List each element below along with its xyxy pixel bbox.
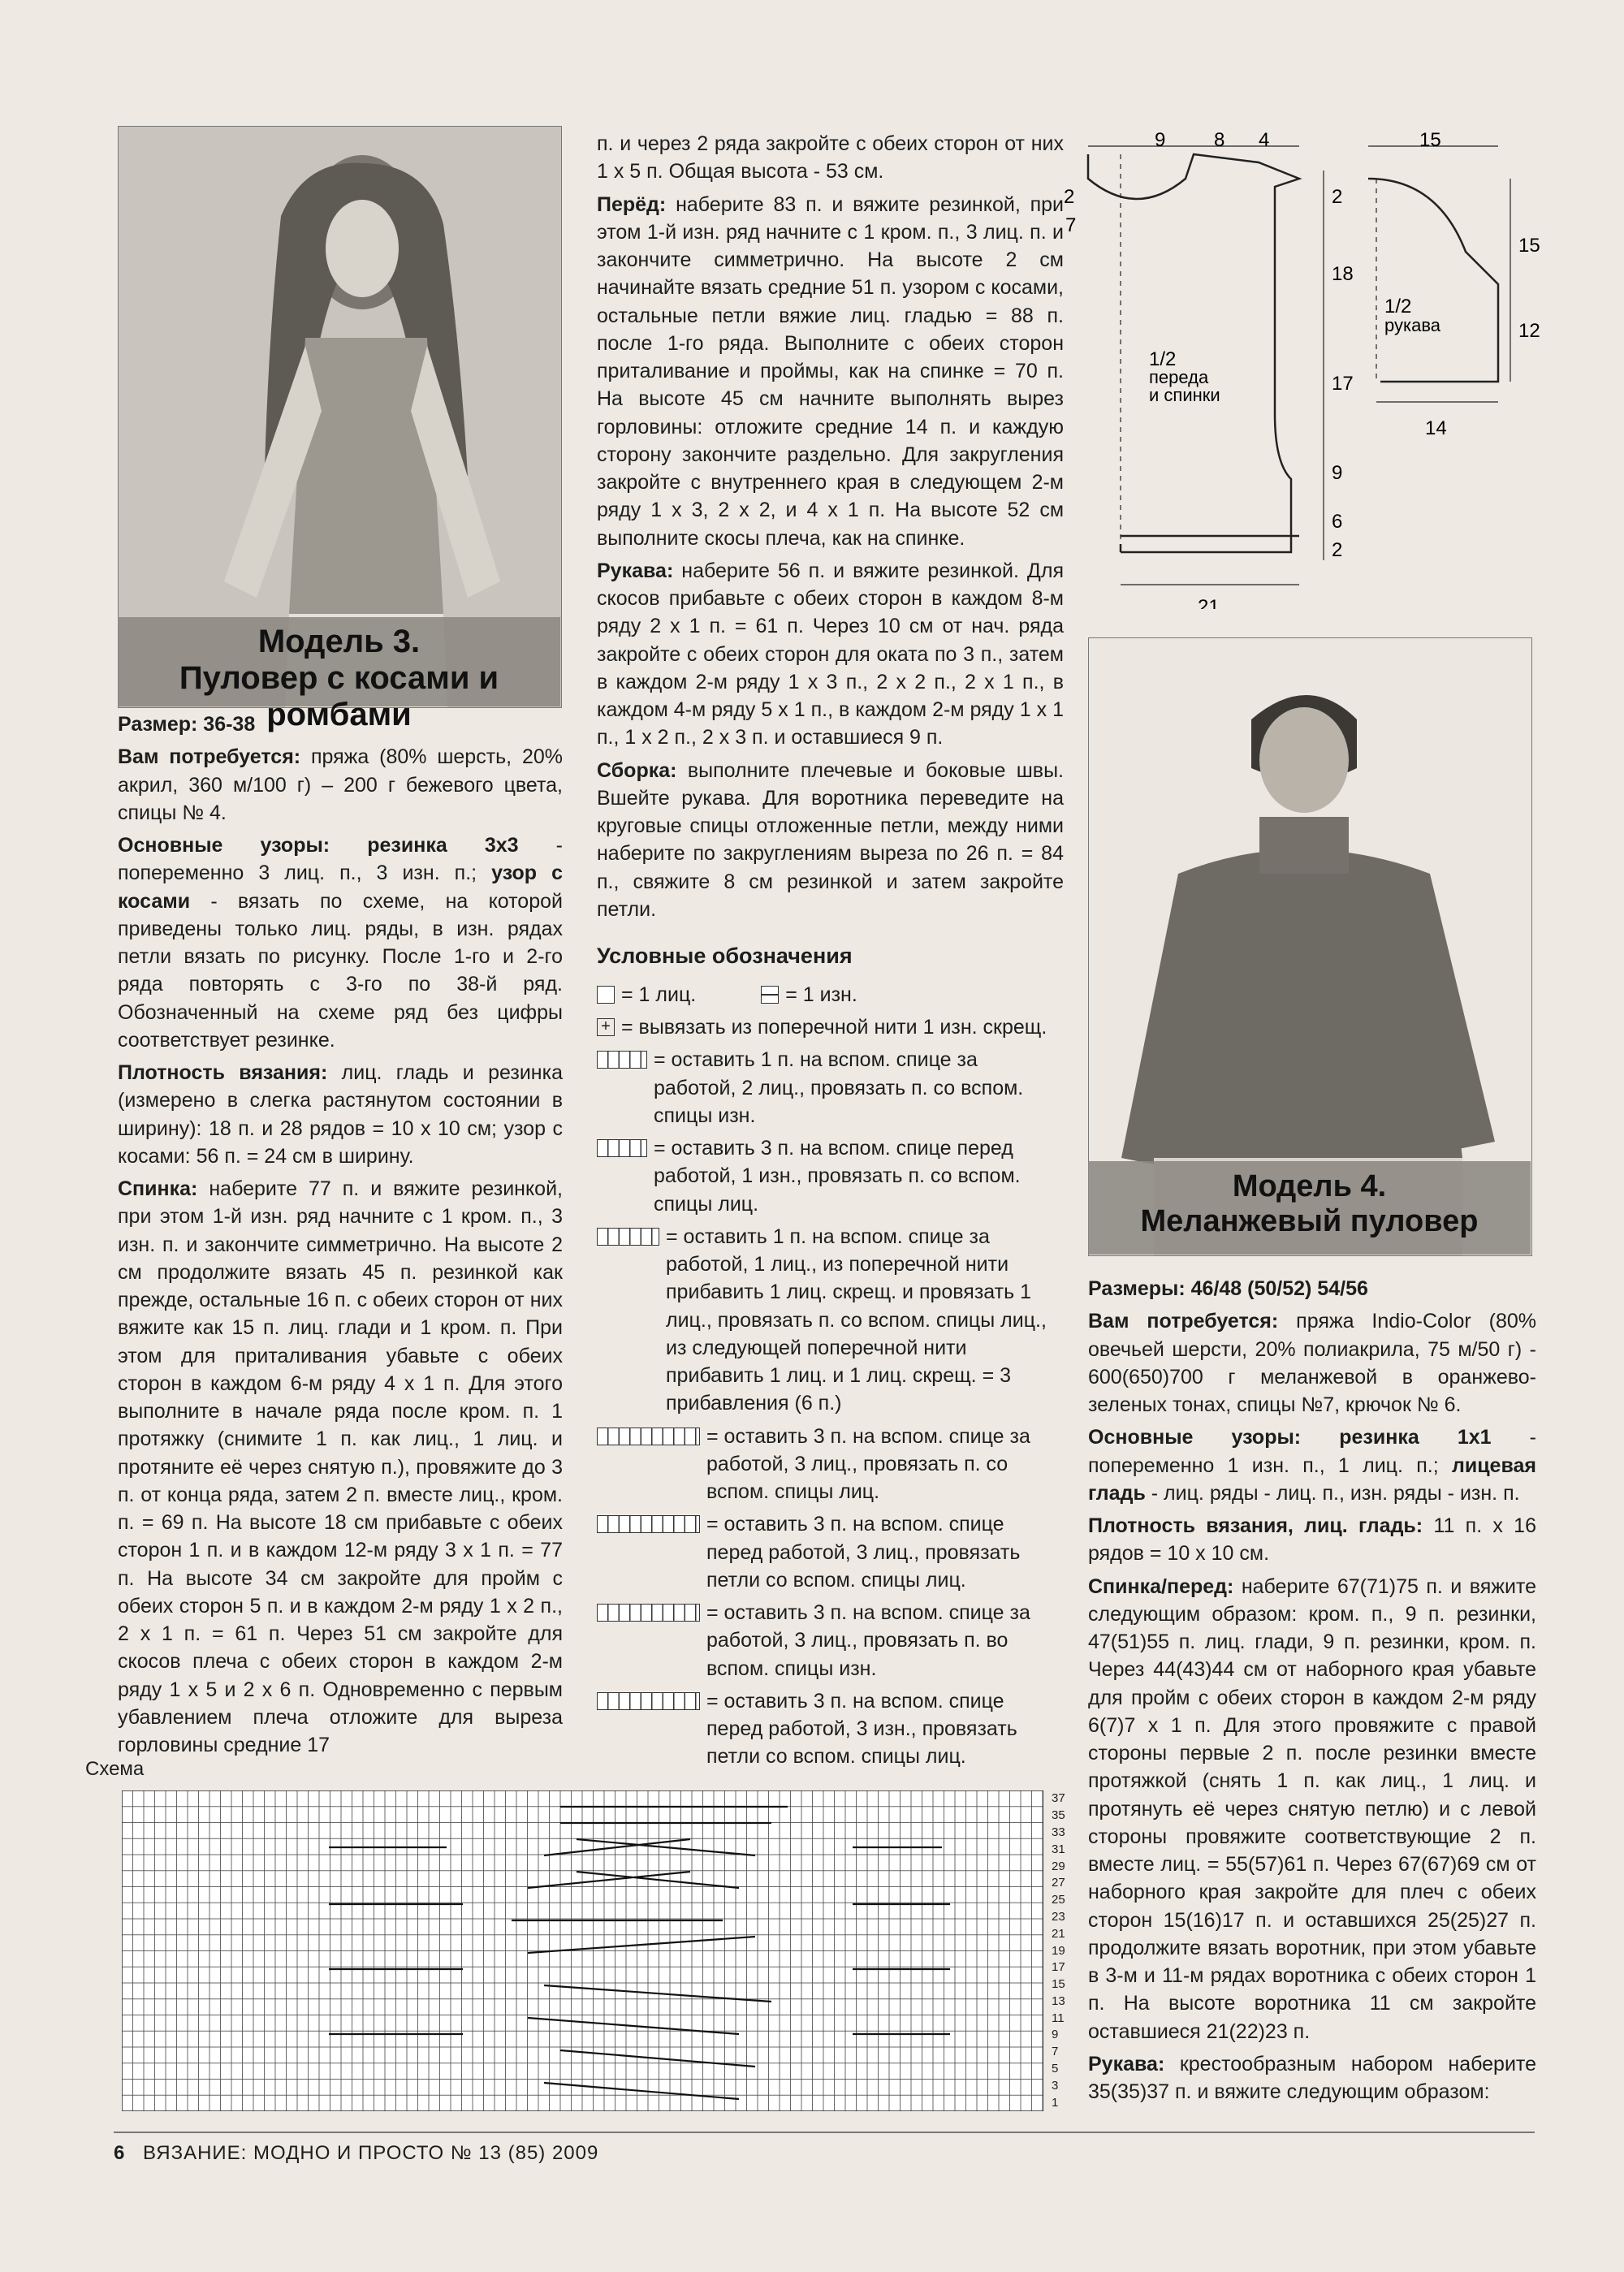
dim-right-9: 9 (1332, 462, 1343, 484)
legend (597, 981, 1064, 1771)
model4-caption (1088, 1161, 1531, 1255)
dim-sleeve-bottom-14: 14 (1425, 417, 1447, 439)
legend-item (597, 1510, 1064, 1594)
pattern-schematic (1056, 122, 1559, 609)
label-half-front-1: 1/2 (1149, 348, 1177, 370)
model4-needs-label: Вам потребуется: (1088, 1310, 1279, 1333)
model3-cable-text: - вязать по схеме, на которой приведены только лиц. ряды, в изн. рядах петли вязать по рисунку. После 1-го и 2-го ряда повторять с 3-го по 38-й ряд. Обозначенный на схеме ряд без цифры соответствует резинке. (118, 889, 563, 1052)
model4-sleeves-label: Рукава: (1088, 2052, 1165, 2075)
model4-backfront-text: наберите 67(71)75 п. и вяжите следующим образом: кром. п., 9 п. резинки, 47(51)55 п. лиц. глади, 9 п. резинки, кром. п. Через 44(43)44 см от наборного края убавьте для пройм с обеих сторон в каждом 2-м ряду 6(7)7 х 1 п. Для этого провяжите с правой стороны первые 2 п. после резинки вместе протяжкой (снять 1 п. как лиц., 1 лиц. и протянуть её через снятую петлю) и с левой стороны провяжите соответствующие 2 п. вместе лиц. = 55(57)61 п. Через 67(67)69 см от наборного края закройте для плеч с обеих сторон 15(16)17 п. и оставшихся 25(25)27 п. продолжите вязать воротник, при этом убавьте в 3-м и 11-м рядах воротника с обеих сторон 1 п. На высоте воротника 11 см закройте оставшиеся 21(22)23 п. (1088, 1574, 1536, 2043)
legend-item-text: = оставить 3 п. на вспом. спице перед работой, 3 изн., провязать петли со вспом. спицы лиц. (706, 1689, 1017, 1769)
model3-cable-label: узор с косами (118, 862, 563, 913)
label-half-sleeve-2: рукава (1384, 315, 1441, 335)
model3-needs-text: пряжа (80% шерсть, 20% акрил, 360 м/100 г) – 200 г бежевого цвета, спицы № 4. (118, 745, 563, 824)
knitting-chart (122, 1790, 1065, 2111)
knit-symbol-icon (597, 986, 615, 1004)
chart-row-number: 17 (1052, 1960, 1065, 1975)
dim-left-7: 7 (1065, 214, 1077, 236)
footer (114, 2142, 598, 2165)
model4-caption-title: Модель 4. (1232, 1169, 1387, 1203)
chart-row-number: 13 (1052, 1993, 1065, 2008)
chart-row-number: 29 (1052, 1859, 1065, 1873)
model3-back-label: Спинка: (118, 1177, 198, 1200)
dim-left-2: 2 (1064, 186, 1075, 208)
model3-front-label: Перёд: (597, 192, 667, 216)
model4-backfront-label: Спинка/перед: (1088, 1574, 1234, 1598)
knitting-chart-grid (122, 1790, 1043, 2111)
model3-left-column (118, 711, 563, 1764)
legend-row-inc (597, 1013, 1064, 1041)
cable-symbol-3-icon (597, 1228, 659, 1246)
dim-right-2a: 2 (1332, 186, 1343, 208)
model4-stockinette-text: - лиц. ряды - лиц. п., изн. ряды - изн. п. (1151, 1481, 1520, 1505)
model4-stockinette-label: лицевая гладь (1088, 1453, 1536, 1505)
legend-item (597, 1046, 1064, 1130)
cable-symbol-5-icon (597, 1515, 700, 1533)
model3-size: Размер: 36-38 (118, 713, 256, 736)
chart-row-numbers (1052, 1790, 1076, 2111)
model3-patterns-label: Основные узоры: (118, 834, 330, 857)
model3-sleeves-text: наберите 56 п. и вяжите резинкой. Для скосов прибавьте с обеих сторон в каждом 8-м ряду 2 х 1 п. = 61 п. Через 10 см от нач. ряда закройте с обеих сторон для оката по 3 п., затем в каждом 2-м ряду 1 х 3 п., 2 х 2 п., 2 х 1 п., в каждом 4-м ряду 5 х 1 п., в каждом 2-м ряду 1 х 1 п., 1 х 2 п., 2 х 3 п. и оставшиеся 9 п. (597, 559, 1064, 749)
chart-row-number: 33 (1052, 1825, 1065, 1839)
schematic-drawing (1056, 122, 1559, 609)
chart-row-number: 19 (1052, 1943, 1065, 1958)
label-half-sleeve-1: 1/2 (1384, 296, 1412, 317)
legend-item-text: = оставить 3 п. на вспом. спице за работой, 3 лиц., провязать п. во вспом. спицы изн. (706, 1601, 1030, 1680)
legend-title: Условные обозначения (597, 944, 853, 968)
model3-assembly-text: выполните плечевые и боковые швы. Вшейте рукава. Для воротника переведите на круговые спицы отложенные петли, между ними наберите по закруглениям выреза по 26 п. = 84 п., свяжите 8 см резинкой и затем закройте петли. (597, 758, 1065, 921)
model4-patterns-label: Основные узоры: (1088, 1426, 1302, 1449)
legend-item-text: = оставить 1 п. на вспом. спице за работой, 2 лиц., провязать п. со вспом. спицы изн. (654, 1048, 1024, 1127)
magazine-title: ВЯЗАНИЕ: МОДНО И ПРОСТО № 13 (85) 2009 (143, 2142, 599, 2164)
model3-sleeves-label: Рукава: (597, 559, 674, 582)
footer-rule (114, 2132, 1535, 2133)
model3-needs-label: Вам потребуется: (118, 745, 301, 769)
chart-row-number: 1 (1052, 2095, 1059, 2110)
chart-row-number: 27 (1052, 1876, 1065, 1890)
dim-top-9: 9 (1155, 129, 1166, 151)
model4-rib-label: резинка 1х1 (1339, 1426, 1492, 1449)
dim-top-15: 15 (1419, 129, 1441, 151)
dim-right-2b: 2 (1332, 539, 1343, 561)
chart-row-number: 9 (1052, 2028, 1059, 2042)
model3-middle-column (597, 130, 1064, 1776)
chart-row-number: 31 (1052, 1842, 1065, 1856)
dim-sleeve-12: 12 (1518, 320, 1540, 342)
chart-row-number: 23 (1052, 1909, 1065, 1924)
legend-item-text: = оставить 3 п. на вспом. спице перед работой, 1 изн., провязать п. со вспом. спицы лиц. (654, 1137, 1021, 1216)
legend-item (597, 1687, 1064, 1771)
cable-symbol-4-icon (597, 1428, 700, 1445)
model4-right-column (1088, 1275, 1536, 2110)
model4-sizes: Размеры: 46/48 (50/52) 54/56 (1088, 1277, 1368, 1300)
dim-right-18: 18 (1332, 263, 1354, 285)
model4-density-text: 11 п. х 16 рядов = 10 х 10 см. (1088, 1514, 1536, 1566)
dim-top-8: 8 (1214, 129, 1225, 151)
model3-density-label: Плотность вязания: (118, 1061, 328, 1084)
legend-increase: = вывязать из поперечной нити 1 изн. скрещ. (621, 1016, 1047, 1039)
legend-item-text: = оставить 3 п. на вспом. спице за работой, 3 лиц., провязать п. со вспом. спицы лиц. (706, 1424, 1030, 1504)
model3-front-text: наберите 83 п. и вяжите резинкой, при этом 1-й изн. ряд начните с 1 кром. п., 3 лиц. п. и закончите симметрично. На высоте 2 см начинайте вязать средние 51 п. узором с косами, остальные петли вяжие лиц. гладью = 88 п. после 1-го ряда. Выполните с обеих сторон приталивание и проймы, как на спинке = 70 п. На высоте 45 см начните выполнять вырез горловины: отложите средние 14 п. и каждую сторону закончите раздельно. Для закругления закройте с внутреннего края в следующем 2-м ряду 1 х 3, 2 х 2, и 4 х 1 п. На высоте 52 см выполните скосы плеча, как на спинке. (597, 192, 1064, 550)
cable-symbol-1-icon (597, 1051, 647, 1069)
model4-rib-text: - попеременно 1 изн. п., 1 лиц. п.; (1088, 1426, 1536, 1477)
legend-item (597, 1423, 1064, 1506)
chart-row-number: 37 (1052, 1791, 1065, 1806)
model3-back-continued: п. и через 2 ряда закройте с обеих сторон от них 1 х 5 п. Общая высота - 53 см. (597, 132, 1064, 184)
cable-symbol-2-icon (597, 1139, 647, 1157)
legend-item (597, 1223, 1064, 1418)
legend-purl: = 1 изн. (785, 983, 857, 1006)
dim-top-4: 4 (1259, 129, 1270, 151)
label-half-front-2: переда (1149, 367, 1209, 387)
chart-row-number: 7 (1052, 2045, 1059, 2059)
model3-density-text: лиц. гладь и резинка (измерено в слегка растянутом состоянии в ширину): 18 п. и 28 рядов = 10 х 10 см; узор с косами: 56 п. = 24 см в ширину. (118, 1061, 563, 1168)
chart-row-number: 15 (1052, 1977, 1065, 1992)
dim-right-17: 17 (1332, 373, 1354, 395)
model3-caption-subtitle: Пуловер с косами и ромбами (179, 660, 499, 732)
dim-right-6: 6 (1332, 511, 1343, 533)
legend-row-knit-purl (597, 981, 1064, 1009)
chart-row-number: 11 (1052, 2011, 1065, 2025)
chart-row-number: 35 (1052, 1808, 1065, 1823)
chart-row-number: 21 (1052, 1926, 1065, 1941)
chart-row-number: 3 (1052, 2078, 1059, 2093)
legend-item (597, 1134, 1064, 1218)
chart-row-number: 25 (1052, 1893, 1065, 1907)
model3-assembly-label: Сборка: (597, 758, 677, 782)
page-number: 6 (114, 2142, 126, 2164)
model4-needs-text: пряжа Indio-Color (80% овечьей шерсти, 20% полиакрила, 75 м/50 г) - 600(650)700 г меланжевой в оранжево-зеленых тонах, спицы №7, крючок № 6. (1088, 1310, 1536, 1416)
model3-back-text: наберите 77 п. и вяжите резинкой, при этом 1-й изн. ряд начните с 1 кром. п., 3 изн. п. и закончите симметрично. На высоте 2 см продолжите вязать 45 п. резинкой как прежде, остальные 16 п. с обеих сторон от них вяжите как 15 п. лиц. глади и 1 кром. п. При этом для приталивания убавьте с обеих сторон в каждом 6-м ряду 4 х 1 п. Для этого выполните в начале ряда после кром. п. 1 протяжку (снимите 1 п. как лиц., 1 лиц. и протяните её через снятую п.), провяжите до 3 п. от конца ряда, затем 2 п. вместе лиц., кром. п. = 69 п. На высоте 18 см прибавьте с обеих сторон 1 п. и в каждом 12-м ряду 3 х 1 п. = 77 п. На высоте 34 см закройте для пройм с обеих сторон 5 п. и в каждом 2-м ряду 1 х 2 п., 2 х 1 п. = 61 п. Через 51 см закройте для скосов плеча с обеих сторон в каждом 2-м ряду 1 х 5 и 2 х 6 п. Одновременно с первым убавлением плеча отложите для выреза горловины средние 17 (118, 1177, 563, 1756)
model3-rib-text: - попеременно 3 лиц. п., 3 изн. п.; (118, 834, 563, 885)
model4-density-label: Плотность вязания, лиц. гладь: (1088, 1514, 1423, 1537)
cable-symbol-7-icon (597, 1692, 700, 1710)
dim-sleeve-15: 15 (1518, 235, 1540, 257)
scheme-label: Схема (85, 1758, 145, 1780)
increase-symbol-icon: + (597, 1018, 615, 1036)
legend-item (597, 1599, 1064, 1682)
model3-caption-title: Модель 3. (257, 624, 421, 659)
purl-symbol-icon (761, 986, 779, 1004)
model4-caption-subtitle: Меланжевый пуловер (1140, 1204, 1479, 1238)
legend-knit: = 1 лиц. (621, 983, 697, 1006)
chart-row-number: 5 (1052, 2062, 1059, 2076)
legend-item-text: = оставить 3 п. на вспом. спице перед работой, 3 лиц., провязать петли со вспом. спицы лиц. (706, 1513, 1021, 1592)
cable-symbol-6-icon (597, 1604, 700, 1622)
model4-sleeves-text: крестообразным набором наберите 35(35)37 п. и вяжите следующим образом: (1088, 2052, 1536, 2103)
legend-item-text: = оставить 1 п. на вспом. спице за работой, 1 лиц., из поперечной нити прибавить 1 лиц. скрещ. и провязать 1 лиц., провязать п. со вспом. спицы лиц., из следующей поперечной нити прибавить 1 лиц. и 1 лиц. скрещ. = 3 прибавления (6 п.) (666, 1225, 1047, 1415)
model3-rib-label: резинка 3х3 (367, 834, 519, 857)
label-half-front-3: и спинки (1149, 385, 1220, 405)
dim-bottom-21: 21 (1198, 596, 1220, 609)
